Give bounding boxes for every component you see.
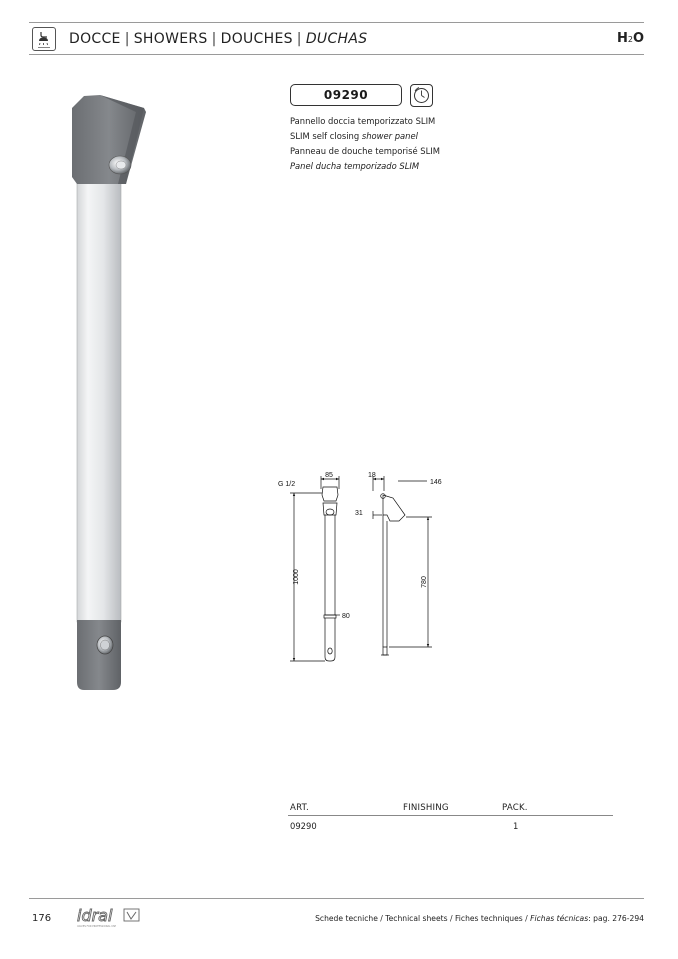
product-code: 09290	[290, 84, 402, 106]
header-bottom-rule	[29, 54, 644, 55]
description-es: Panel ducha temporizado SLIM	[290, 161, 420, 171]
dim-head-width: 146	[430, 479, 442, 486]
dim-thread: G 1/2	[278, 481, 296, 488]
page-number: 176	[32, 913, 52, 924]
links-text: Schede tecniche / Technical sheets / Fiches techniques /	[315, 914, 531, 923]
h2o-label: H2O	[616, 31, 644, 46]
header-top-rule	[29, 22, 644, 23]
description-it: Pannello doccia temporizzato SLIM	[290, 116, 436, 126]
dim-depth-top: 18	[368, 472, 376, 479]
category-label: DOCCE	[69, 31, 121, 47]
description-en-italic: shower panel	[361, 131, 418, 141]
section-title	[69, 31, 367, 47]
dim-head-offset: 31	[355, 510, 363, 517]
shower-category-icon	[32, 27, 56, 51]
table-header-pack: PACK.	[502, 803, 528, 813]
table-cell-art: 09290	[290, 821, 317, 831]
category-separator: |	[124, 31, 130, 47]
dim-width-top: 85	[325, 472, 333, 479]
table-cell-pack: 1	[513, 821, 519, 831]
technical-sheets-reference	[315, 914, 644, 923]
table-rule	[288, 815, 613, 816]
dim-height-total: 1000	[293, 569, 300, 585]
brand-name: idral	[77, 907, 113, 925]
brand-tagline: VALVES FOR PROFESSIONAL USE	[77, 925, 117, 928]
links-italic: Fichas técnicas	[530, 914, 589, 923]
category-separator: |	[211, 31, 217, 47]
timer-clock-icon	[410, 84, 433, 107]
description-fr: Panneau de douche temporisé SLIM	[290, 146, 440, 156]
description-en: SLIM self closing shower panel	[290, 131, 418, 141]
product-image	[66, 92, 156, 701]
footer-rule	[29, 898, 644, 899]
category-label: DOUCHES	[220, 31, 293, 47]
technical-drawing	[270, 465, 450, 674]
category-label: DUCHAS	[305, 31, 368, 47]
table-header-art: ART.	[290, 803, 309, 813]
category-label: SHOWERS	[133, 31, 208, 47]
dim-width-bottom: 80	[342, 613, 350, 620]
category-separator: |	[296, 31, 302, 47]
dim-height-lower: 780	[421, 576, 428, 588]
links-suffix: : pag. 276-294	[588, 914, 644, 923]
brand-logo	[76, 907, 146, 933]
table-header-finishing: FINISHING	[403, 803, 449, 813]
